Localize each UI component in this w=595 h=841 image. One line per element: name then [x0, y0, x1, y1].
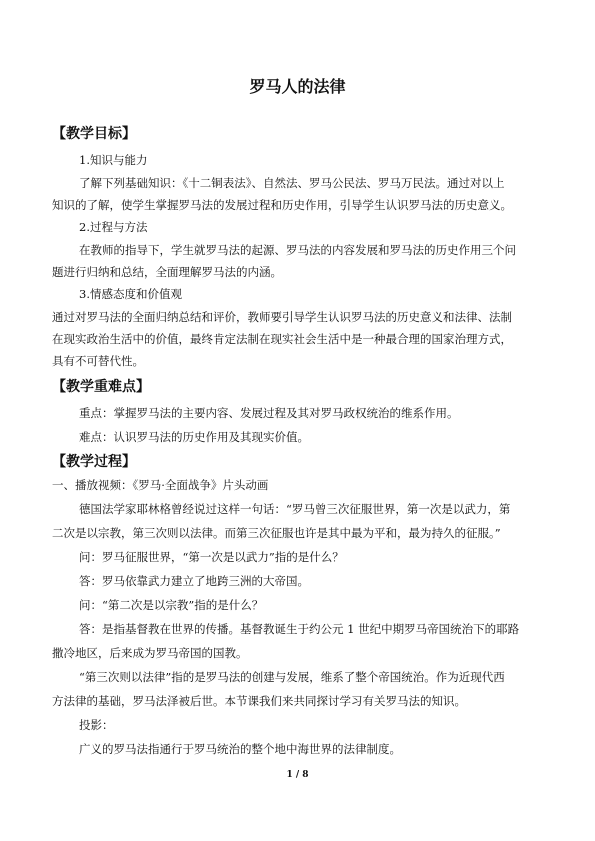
process-step-1: 一、播放视频：《罗马·全面战争》片头动画 [52, 478, 269, 492]
goal-2-text-line-2: 题进行归纳和总结，全面理解罗马法的内涵。 [52, 265, 282, 279]
key-point-difficulty: 难点：认识罗马法的历史作用及其现实价值。 [79, 430, 309, 444]
answer-1: 答：罗马依靠武力建立了地跨三洲的大帝国。 [79, 574, 309, 588]
goal-1-text-line-1: 了解下列基础知识：《十二铜表法》、自然法、罗马公民法、罗马万民法。通过对以上 [79, 176, 505, 190]
goal-3-text-line-3: 具有不可替代性。 [52, 354, 144, 368]
quote-line-1: 德国法学家耶林格曾经说过这样一句话：“罗马曾三次征服世界，第一次是以武力，第 [79, 502, 511, 516]
answer-2-line-1: 答：是指基督教在世界的传播。基督教诞生于约公元 1 世纪中期罗马帝国统治下的耶路 [79, 622, 520, 636]
goal-3-label: 3.情感态度和价值观 [79, 287, 182, 301]
page-number: 1 / 8 [286, 770, 309, 780]
goal-2-label: 2.过程与方法 [79, 220, 148, 234]
goal-3-text-line-2: 在现实政治生活中的价值，最终肯定法制在现实社会生活中是一种最合理的国家治理方式， [52, 332, 512, 346]
heading-key-points: 【教学重难点】 [52, 379, 150, 395]
quote-line-2: 二次是以宗教，第三次则以法律。而第三次征服也许是其中最为平和，最为持久的征服。” [52, 526, 501, 540]
goal-3-text-line-1: 通过对罗马法的全面归纳总结和评价，教师要引导学生认识罗马法的历史意义和法律、法制 [52, 310, 512, 324]
third-conquest-line-2: 方法律的基础，罗马法泽被后世。本节课我们来共同探讨学习有关罗马法的知识。 [52, 694, 466, 708]
goal-1-label: 1.知识与能力 [79, 153, 148, 167]
page-title: 罗马人的法律 [249, 77, 346, 96]
heading-teaching-process: 【教学过程】 [52, 454, 136, 470]
projection-label: 投影： [79, 718, 114, 732]
third-conquest-line-1: “第三次则以法律”指的是罗马法的创建与发展，维系了整个帝国统治。作为近现代西 [79, 670, 505, 684]
answer-2-line-2: 撒冷地区，后来成为罗马帝国的国教。 [52, 646, 248, 660]
goal-2-text-line-1: 在教师的指导下，学生就罗马法的起源、罗马法的内容发展和罗马法的历史作用三个问 [79, 243, 516, 257]
goal-1-text-line-2: 知识的了解，使学生掌握罗马法的发展过程和历史作用，引导学生认识罗马法的历史意义。 [52, 198, 512, 212]
heading-teaching-goals: 【教学目标】 [52, 126, 136, 142]
question-1: 问：罗马征服世界，“第一次是以武力”指的是什么？ [79, 550, 344, 564]
question-2: 问：“第二次是以宗教”指的是什么？ [79, 598, 264, 612]
key-point-focus: 重点：掌握罗马法的主要内容、发展过程及其对罗马政权统治的维系作用。 [79, 406, 459, 420]
projection-text: 广义的罗马法指通行于罗马统治的整个地中海世界的法律制度。 [79, 742, 401, 756]
